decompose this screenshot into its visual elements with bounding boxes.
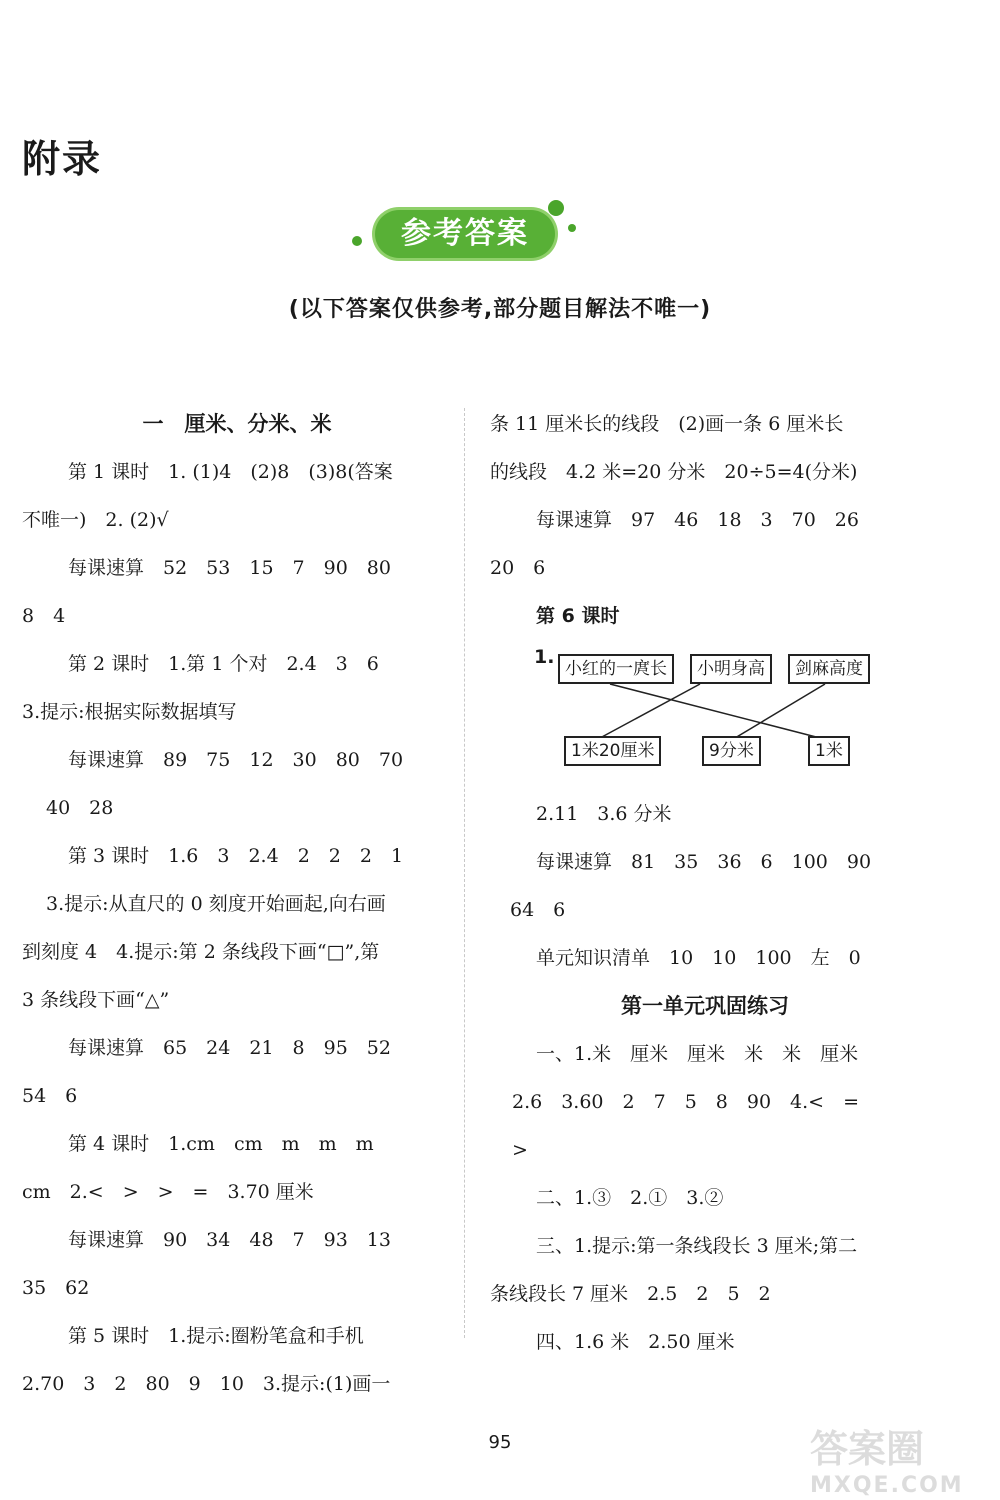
answer-line: 3.提示:从直尺的 0 刻度开始画起,向右画 (46, 893, 386, 915)
bottom-box: 1米 (808, 736, 850, 766)
top-box: 剑麻高度 (788, 654, 870, 684)
top-box: 小明身高 (690, 654, 772, 684)
answer-line: 条 11 厘米长的线段 (2)画一条 6 厘米长 (490, 413, 844, 435)
answer-line: 35 62 (22, 1277, 90, 1299)
answer-line: 每课速算 90 34 48 7 93 13 (68, 1229, 391, 1251)
answer-line: 2.6 3.60 2 7 5 8 90 4.< = (512, 1091, 860, 1113)
answer-line: 40 28 (46, 797, 114, 819)
answer-line: 不唯一) 2. (2)√ (22, 509, 169, 531)
answer-line: 每课速算 81 35 36 6 100 90 (536, 851, 872, 873)
match-line (610, 684, 820, 738)
answer-line: 第 5 课时 1.提示:圈粉笔盒和手机 (68, 1325, 364, 1347)
answer-line: 一、1.米 厘米 厘米 米 米 厘米 (536, 1043, 859, 1065)
answer-line: 2.11 3.6 分米 (536, 803, 672, 825)
watermark-text: 答案圈 (810, 1427, 925, 1471)
answer-note: (以下答案仅供参考,部分题目解法不唯一) (288, 297, 712, 322)
answer-line: 54 6 (22, 1085, 78, 1107)
figure-number: 1. (534, 646, 555, 668)
answer-line: cm 2.< > > = 3.70 厘米 (22, 1181, 314, 1203)
lesson-heading: 第 6 课时 (536, 605, 620, 627)
answer-line: 8 4 (22, 605, 66, 627)
column-divider (464, 408, 465, 1338)
answer-line: 每课速算 65 24 21 8 95 52 (68, 1037, 391, 1059)
watermark-url: MXQE.COM (810, 1473, 964, 1498)
page-heading: 附录 (22, 137, 103, 181)
answer-line: 二、1.③ 2.① 3.② (536, 1187, 724, 1209)
answer-line: 第 3 课时 1.6 3 2.4 2 2 2 1 (68, 845, 404, 867)
answer-line: 每课速算 97 46 18 3 70 26 (536, 509, 859, 531)
decor-dot (352, 236, 362, 246)
answer-line: 四、1.6 米 2.50 厘米 (536, 1331, 735, 1353)
answer-line: 的线段 4.2 米=20 分米 20÷5=4(分米) (490, 461, 858, 483)
answer-line: 3.提示:根据实际数据填写 (22, 701, 237, 723)
section-title: 第一单元巩固练习 (621, 994, 789, 1018)
top-box: 小红的一庹长 (558, 654, 674, 684)
answer-line: 三、1.提示:第一条线段长 3 厘米;第二 (536, 1235, 858, 1257)
match-line (600, 684, 700, 738)
decor-dot (568, 224, 576, 232)
watermark-logo (810, 1418, 990, 1498)
page-number: 95 (488, 1432, 512, 1453)
answer-line: 每课速算 89 75 12 30 80 70 (68, 749, 404, 771)
bottom-box: 9分米 (702, 736, 761, 766)
answer-banner (320, 196, 630, 276)
answer-line: 20 6 (490, 557, 546, 579)
match-line (735, 684, 825, 738)
answer-line: 第 2 课时 1.第 1 个对 2.4 3 6 (68, 653, 379, 675)
answer-line: 到刻度 4 4.提示:第 2 条线段下画“□”,第 (22, 941, 380, 963)
matching-figure (490, 640, 920, 790)
answer-line: 条线段长 7 厘米 2.5 2 5 2 (490, 1283, 771, 1305)
answer-line: 每课速算 52 53 15 7 90 80 (68, 557, 391, 579)
answer-line: 3 条线段下画“△” (22, 989, 170, 1011)
answer-line: 第 4 课时 1.cm cm m m m (68, 1133, 374, 1155)
answer-line: 2.70 3 2 80 9 10 3.提示:(1)画一 (22, 1373, 391, 1395)
answer-line: > (512, 1139, 528, 1161)
right-column (490, 400, 920, 1366)
unit-title: 一 厘米、分米、米 (142, 412, 332, 436)
left-column (22, 400, 452, 1408)
answer-line: 第 1 课时 1. (1)4 (2)8 (3)8(答案 (68, 461, 393, 483)
answer-line: 单元知识清单 10 10 100 左 0 (536, 947, 861, 969)
banner-label: 参考答案 (401, 216, 529, 251)
answer-line: 64 6 (510, 899, 566, 921)
bottom-box: 1米20厘米 (564, 736, 661, 766)
